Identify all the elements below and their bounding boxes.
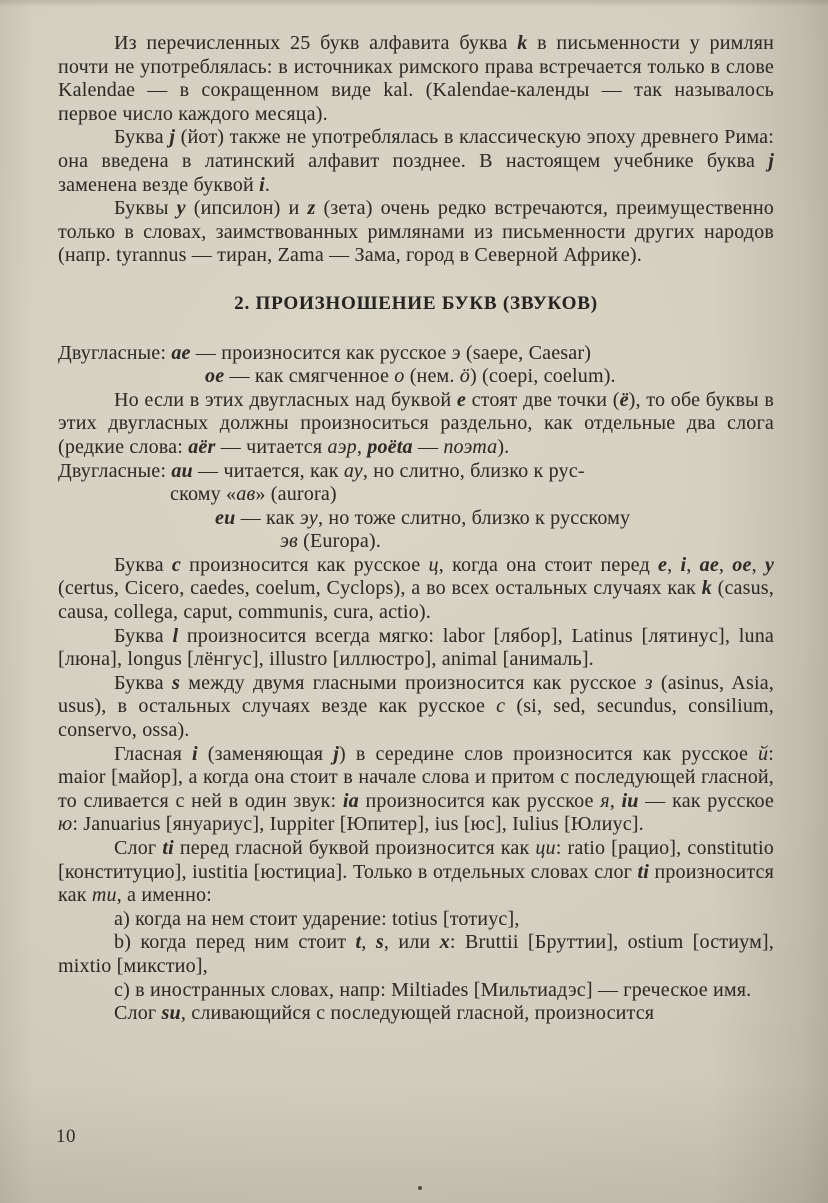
section-heading: 2. ПРОИЗНОШЕНИЕ БУКВ (ЗВУКОВ) <box>234 292 598 314</box>
diphthong-au-continuation: скому «ав» (aurora) <box>170 483 337 506</box>
paragraph-letters-y-z: Буквы y (ипсилон) и z (зета) очень редко встречаются, преимущественно только в словах, заимствованных римлянами из письменности других народов (напр. tyrannus — тиран, Zama — Зама, город в Северной Африке). <box>58 197 774 267</box>
paragraph-vowel-i: Гласная i (заменяющая j) в середине слов произносится как русское й: maior [майор], а когда она стоит в начале слова и притом с последующей гласной, то сливается с ней в один звук: ia произносится как русское я, iu — как русское ю: Januarius [януариус], Iuppiter [Юпитер], ius [юс], Iulius [Юлиус]. <box>58 742 775 836</box>
paragraph-syllable-su: Слог su, сливающийся с последующей гласной, произносится <box>114 1002 655 1025</box>
paragraph-letter-k: Из перечисленных 25 букв алфавита буква k в письменности у римлян почти не употреблялась: в источниках римского права встречается только в слове Kalendae — в сокращенном виде kal. (Kalendae-календы — так называлось первое число каждого месяца). <box>58 32 774 125</box>
diphthong-au-line: Двугласные: au — читается, как ау, но слитно, близко к рус- <box>58 459 585 482</box>
diphthong-eu-continuation: эв (Europa). <box>280 530 381 553</box>
paragraph-syllable-ti: Слог ti перед гласной буквой произносится как ци: ratio [рацио], constitutio [конституцио], iustitia [юстициа]. Только в отдельных словах слог ti произносится как ти, а именно: <box>58 837 774 907</box>
diphthong-eu-line: eu — как эу, но тоже слитно, близко к русскому <box>215 506 631 529</box>
diphthong-ae-line: Двугласные: ae — произносится как русское э (saepe, Caesar) <box>58 341 592 364</box>
paragraph-letter-c: Буква c произносится как русское ц, когда она стоит перед e, i, ae, oe, y (certus, Cicero, caedes, coelum, Cyclops), а во всех остальных случаях как k (casus, causa, collega, caput, communis, cura, actio). <box>58 553 775 624</box>
scan-artifact-dot <box>418 1186 422 1190</box>
paragraph-letter-s: Буква s между двумя гласными произносится как русское з (asinus, Asia, usus), в остальных случаях везде как русское с (si, sed, secundus, consilium, conservo, ossa). <box>58 671 774 742</box>
diphthong-oe-line: oe — как смягченное о (нем. ö) (coepi, coelum). <box>205 365 616 388</box>
list-item-c: c) в иностранных словах, напр: Miltiades [Мильтиадэс] — греческое имя. <box>114 978 752 1001</box>
list-item-a: a) когда на нем стоит ударение: totius [тотиус], <box>114 907 520 930</box>
page-number: 10 <box>56 1126 76 1147</box>
paragraph-letter-l: Буква l произносится всегда мягко: labor [лябор], Latinus [лятинус], luna [люна], longus [лёнгус], illustro [иллюстро], animal [анималь]. <box>58 624 774 671</box>
paragraph-letter-j: Буква j (йот) также не употреблялась в классическую эпоху древнего Рима: она введена в латинский алфавит позднее. В настоящем учебнике буква j заменена везде буквой i. <box>58 126 774 196</box>
list-item-b: b) когда перед ним стоит t, s, или x: Bruttii [Бруттии], ostium [остиум], mixtio [микстио], <box>58 931 774 977</box>
paragraph-diaeresis: Но если в этих двугласных над буквой e стоят две точки (ё), то обе буквы в этих двугласных должны произноситься раздельно, как отдельные два слога (редкие слова: aёr — читается аэр, poёta — поэта). <box>58 388 774 458</box>
page-text-block <box>58 32 774 1026</box>
